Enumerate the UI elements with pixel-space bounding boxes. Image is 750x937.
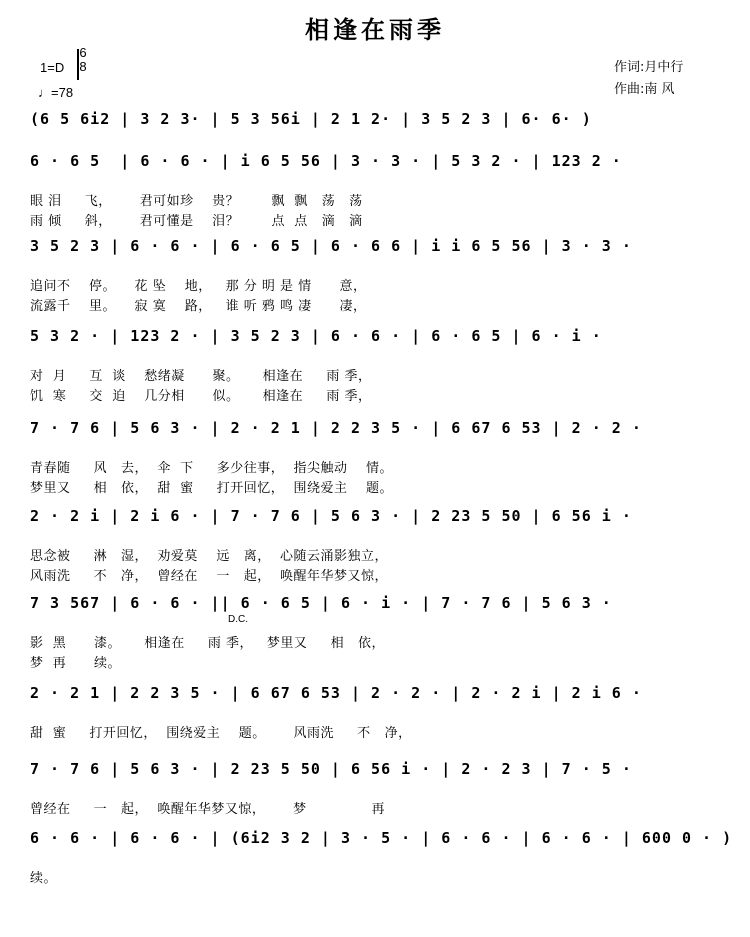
dc-marking: D.C. — [228, 614, 248, 625]
lyricist-credit: 作词:月中行 — [614, 60, 684, 75]
notation-line: (6 5 6i2 | 3 2 3· | 5 3 56i | 2 1 2· | 3 5 2 3 | 6· 6· ) — [30, 110, 592, 128]
notation-line: 7 · 7 6 | 5 6 3 · | 2 23 5 50 | 6 56 i · | 2 · 2 3 | 7 · 5 · — [30, 760, 632, 778]
lyric-line: 追问不 停。 花 坠 地， 那 分 明 是 情 意， — [30, 279, 367, 294]
quarter-note-icon: ♩ — [38, 85, 51, 100]
tempo-marking — [38, 85, 73, 100]
notation-line: 6 · 6 5 | 6 · 6 · | i 6 5 56 | 3 · 3 · | 5 3 2 · | 123 2 · — [30, 152, 622, 170]
notation-line: 3 5 2 3 | 6 · 6 · | 6 · 6 5 | 6 · 6 6 | i i 6 5 56 | 3 · 3 · — [30, 237, 632, 255]
lyric-line: 甜 蜜 打开回忆， 围绕爱主 题。 风雨洗 不 净， — [30, 726, 412, 741]
time-signature — [77, 46, 89, 74]
notation-line: 2 · 2 i | 2 i 6 · | 7 · 7 6 | 5 6 3 · | 2 23 5 50 | 6 56 i · — [30, 507, 632, 525]
song-title: 相逢在雨季 — [305, 15, 445, 44]
lyric-line: 青春随 风 去， 伞 下 多少往事， 指尖触动 情。 — [30, 461, 394, 476]
lyric-line: 流露千 里。 寂 寞 路， 谁 听 鸦 鸣 凄 凄， — [30, 299, 367, 314]
lyric-line: 思念被 淋 湿， 劝爱莫 远 离， 心随云涌影独立， — [30, 549, 389, 564]
lyric-line: 曾经在 一 起， 唤醒年华梦又惊， 梦 再 — [30, 802, 385, 817]
score-system — [30, 827, 733, 937]
lyric-line: 对 月 互 谈 愁绪凝 聚。 相逢在 雨 季， — [30, 369, 372, 384]
lyric-line: 梦 再 续。 — [30, 656, 122, 671]
lyric-line: 影 黑 漆。 相逢在 雨 季， 梦里又 相 依， — [30, 636, 385, 651]
time-signature-top: 6 — [79, 45, 87, 60]
lyric-line: 雨 倾 斜， 君可懂是 泪？ 点 点 滴 滴 — [30, 214, 363, 229]
tempo-value: =78 — [51, 85, 74, 100]
lyric-line: 风雨洗 不 净， 曾经在 一 起， 唤醒年华梦又惊， — [30, 569, 389, 584]
notation-line: 2 · 2 1 | 2 2 3 5 · | 6 67 6 53 | 2 · 2 · | 2 · 2 i | 2 i 6 · — [30, 684, 642, 702]
composer-credit: 作曲:南 风 — [614, 82, 675, 97]
time-signature-bar — [77, 49, 79, 80]
lyric-line: 梦里又 相 依， 甜 蜜 打开回忆， 围绕爱主 题。 — [30, 481, 394, 496]
lyric-line: 续。 — [30, 871, 58, 886]
notation-line: 7 · 7 6 | 5 6 3 · | 2 · 2 1 | 2 2 3 5 · | 6 67 6 53 | 2 · 2 · — [30, 419, 642, 437]
time-signature-bottom: 8 — [79, 59, 87, 74]
notation-line: 7 3 567 | 6 · 6 · || 6 · 6 5 | 6 · i · | 7 · 7 6 | 5 6 3 · — [30, 594, 612, 612]
notation-line: 5 3 2 · | 123 2 · | 3 5 2 3 | 6 · 6 · | 6 · 6 5 | 6 · i · — [30, 327, 602, 345]
key-signature: 1=D — [40, 60, 65, 75]
lyric-line: 眼 泪 飞， 君可如珍 贵？ 飘 飘 荡 荡 — [30, 194, 363, 209]
notation-line: 6 · 6 · | 6 · 6 · | (6i2 3 2 | 3 · 5 · | 6 · 6 · | 6 · 6 · | 600 0 · ) — [30, 829, 733, 847]
lyric-line: 饥 寒 交 迫 几分相 似。 相逢在 雨 季， — [30, 389, 372, 404]
